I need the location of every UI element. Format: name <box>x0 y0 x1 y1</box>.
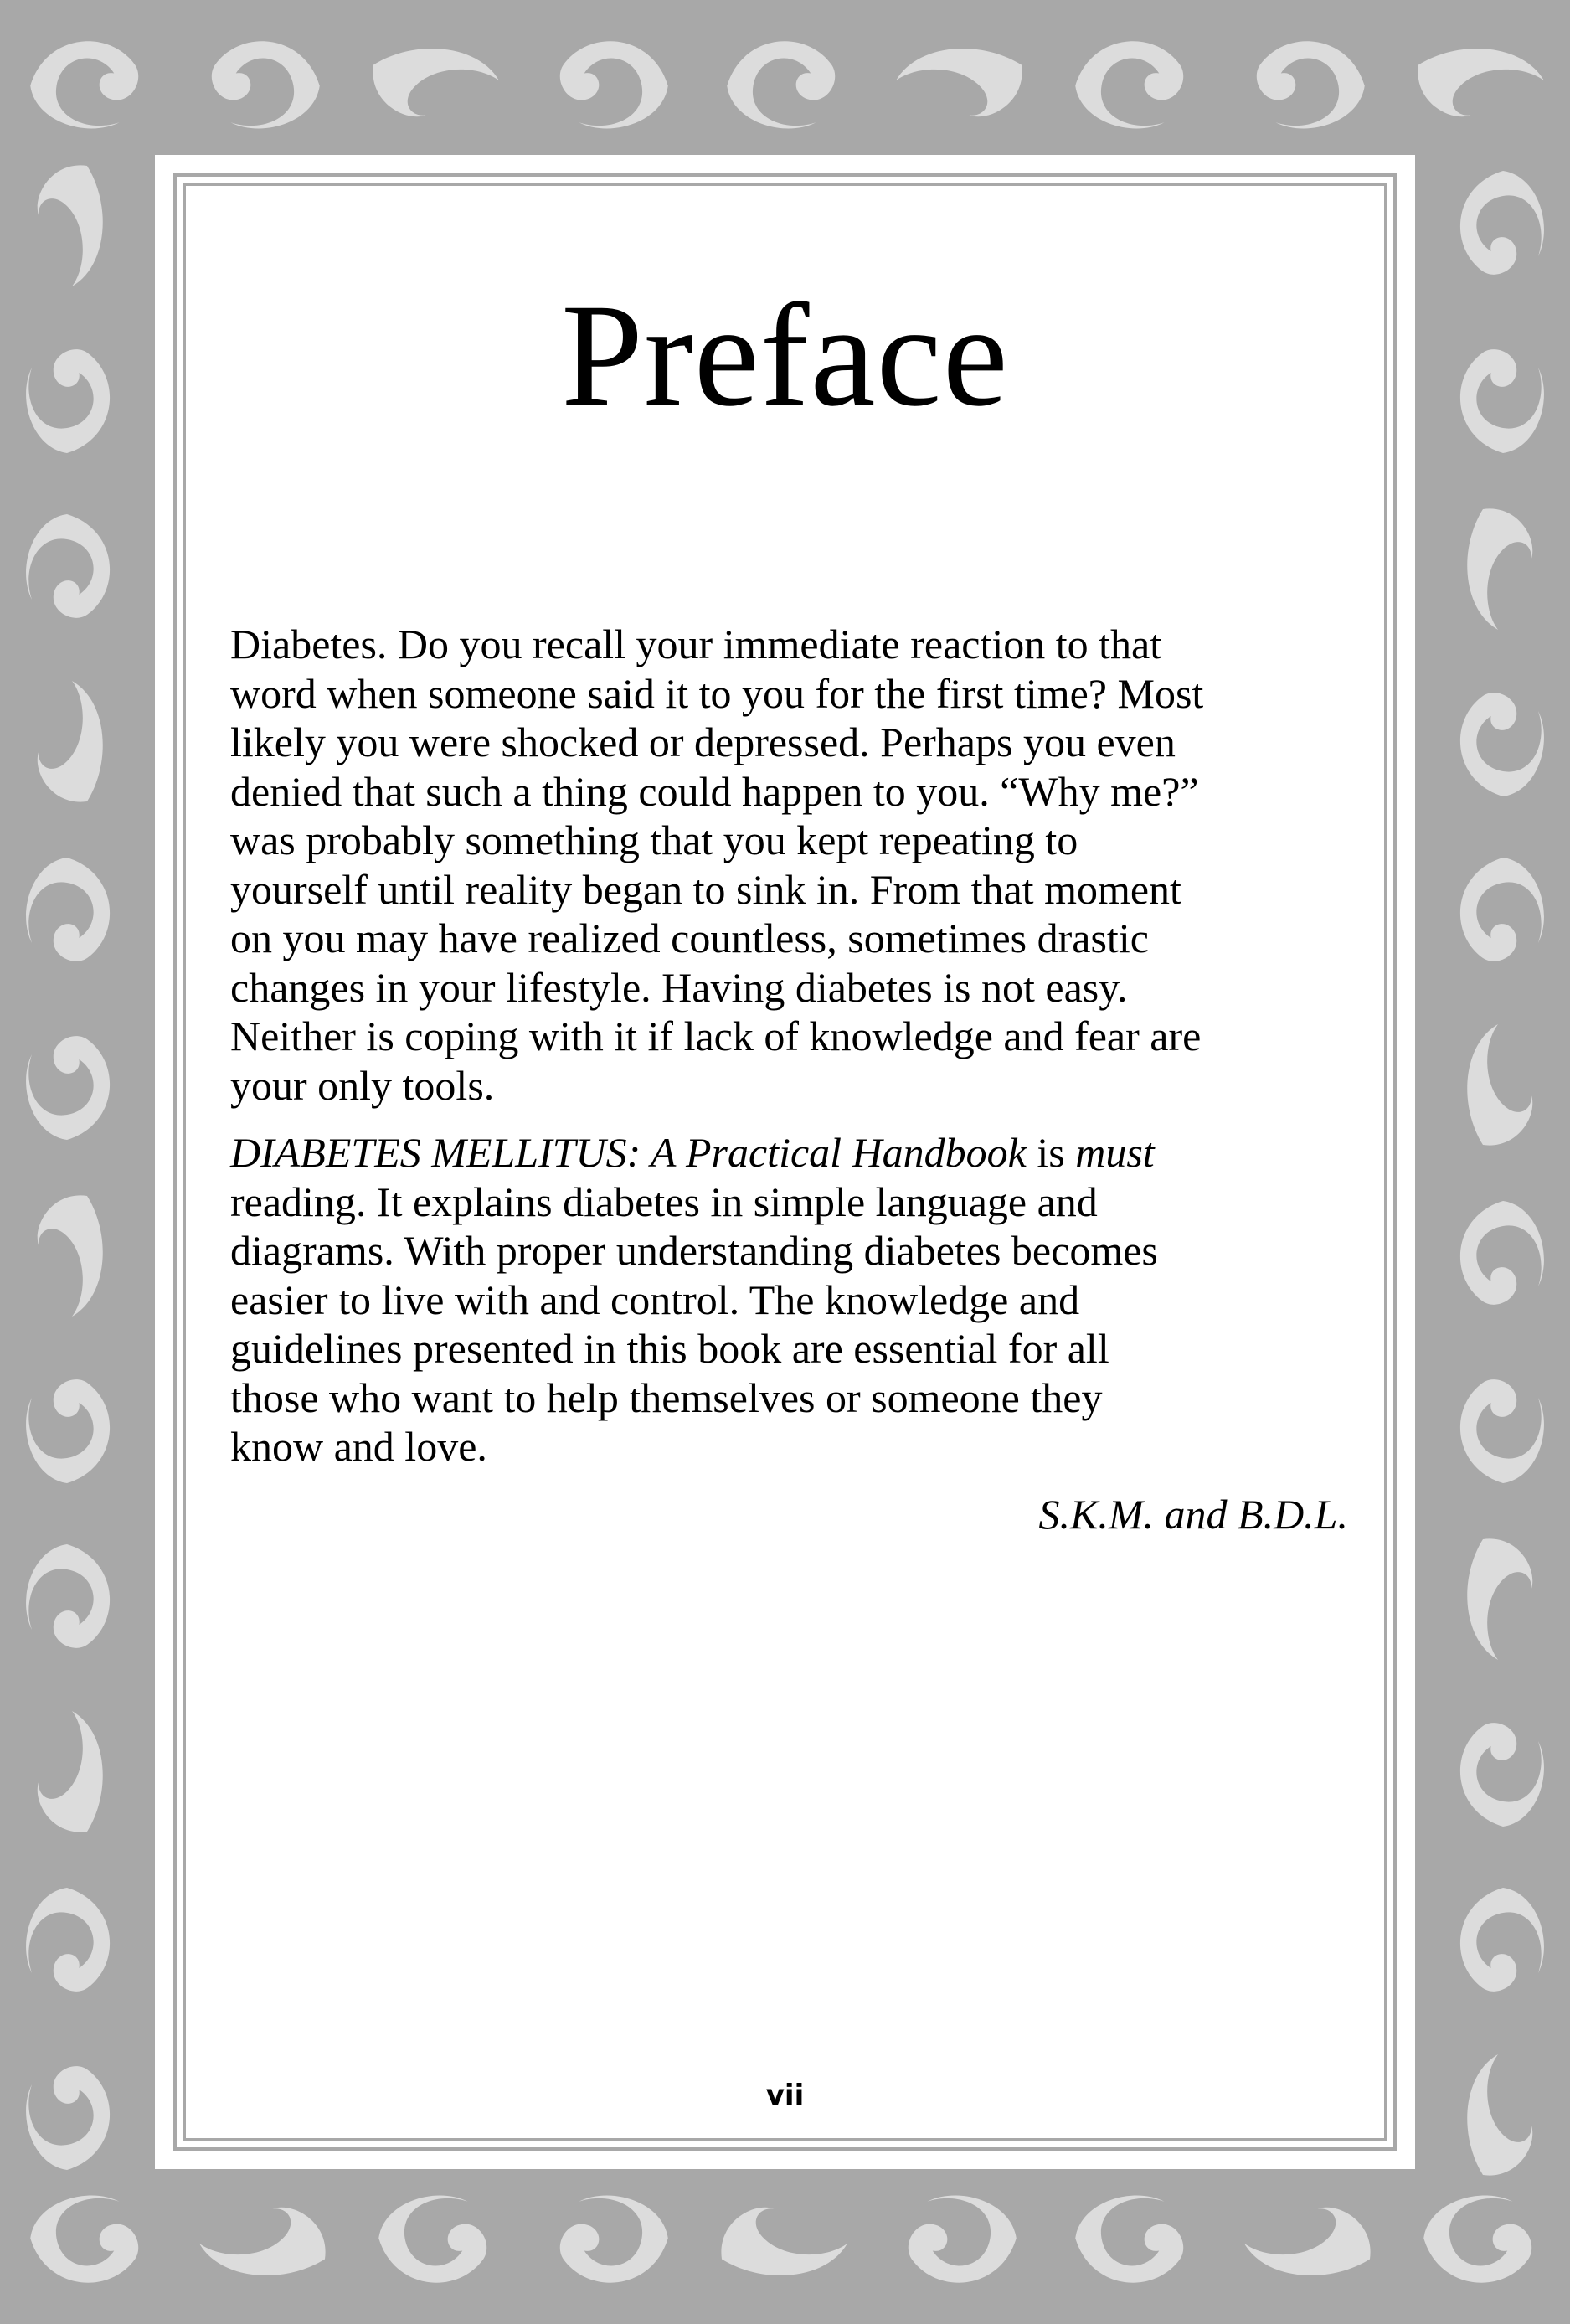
ornament-scroll-icon <box>1460 349 1544 453</box>
ornament-scroll-icon <box>721 2208 847 2275</box>
ornament-scroll-icon <box>1418 49 1544 116</box>
paragraph-handbook <box>230 1128 1348 1471</box>
ornament-scroll-icon <box>1460 1888 1544 1992</box>
ornament-scroll-icon <box>1460 1723 1544 1827</box>
paragraph-text: reading. It explains diabetes in simple language and diagrams. With proper understanding diabetes becomes easier to live with and control. The knowledge and guidelines presented in this book are essential for all those who want to help themselves or someone they know and love. <box>230 1177 1158 1470</box>
page-title: Preface <box>561 274 1009 437</box>
ornament-scroll-icon <box>30 2196 138 2283</box>
ornament-scroll-icon <box>26 514 110 618</box>
book-title: DIABETES MELLITUS: A Practical Handbook <box>230 1129 1027 1176</box>
ornament-scroll-icon <box>1460 1201 1544 1305</box>
ornament-scroll-icon <box>1467 1024 1532 1146</box>
paragraph-intro: Diabetes. Do you recall your immediate reaction to that word when someone said it to you for the first time? Most likely you were shocked or depressed. Perhaps you even denied that such a thing could happen to you. “Why me?” was probably something that you kept repeating to yourself until reality began to sink in. From that moment on you may have realized countless, sometimes drastic changes in your lifestyle. Having diabetes is not easy. Neither is coping with it if lack of knowledge and fear are your only tools. <box>230 621 1204 1109</box>
ornament-scroll-icon <box>1423 2196 1531 2283</box>
ornament-scroll-icon <box>38 1195 103 1317</box>
ornament-scroll-icon <box>26 2066 110 2170</box>
ornament-scroll-icon <box>26 1888 110 1992</box>
ornament-scroll-icon <box>26 1379 110 1483</box>
ornament-scroll-icon <box>909 2196 1017 2283</box>
ornament-scroll-icon <box>378 2196 486 2283</box>
ornament-scroll-icon <box>199 2208 326 2275</box>
ornament-scroll-icon <box>560 2196 668 2283</box>
ornament-scroll-icon <box>212 41 320 128</box>
ornament-scroll-icon <box>1467 1538 1532 1660</box>
ornament-scroll-icon <box>1460 693 1544 796</box>
ornament-scroll-icon <box>26 858 110 961</box>
author-signature: S.K.M. and B.D.L. <box>1038 1490 1348 1538</box>
page-number: vii <box>765 2079 805 2112</box>
ornament-scroll-icon <box>26 1036 110 1140</box>
ornament-scroll-icon <box>1244 2208 1371 2275</box>
ornament-scroll-icon <box>373 49 499 116</box>
ornament-scroll-icon <box>26 1544 110 1648</box>
preface-body <box>230 620 1348 1538</box>
ornament-scroll-icon <box>38 681 103 802</box>
ornament-scroll-icon <box>1460 1379 1544 1483</box>
ornament-scroll-icon <box>560 41 668 128</box>
ornament-scroll-icon <box>30 41 138 128</box>
ornament-scroll-icon <box>727 41 835 128</box>
ornament-scroll-icon <box>38 1711 103 1832</box>
emphasis-word: must <box>1075 1129 1155 1176</box>
ornament-scroll-icon <box>26 349 110 453</box>
ornament-scroll-icon <box>38 165 103 286</box>
ornament-scroll-icon <box>1467 2054 1532 2176</box>
ornament-scroll-icon <box>1460 171 1544 275</box>
ornament-scroll-icon <box>1075 41 1183 128</box>
ornament-scroll-icon <box>1075 2196 1183 2283</box>
ornament-scroll-icon <box>1467 508 1532 630</box>
page-panel <box>155 155 1415 2169</box>
ornament-scroll-icon <box>896 49 1022 116</box>
paragraph-text: is <box>1026 1129 1076 1176</box>
ornament-scroll-icon <box>1460 858 1544 961</box>
ornament-scroll-icon <box>1257 41 1365 128</box>
